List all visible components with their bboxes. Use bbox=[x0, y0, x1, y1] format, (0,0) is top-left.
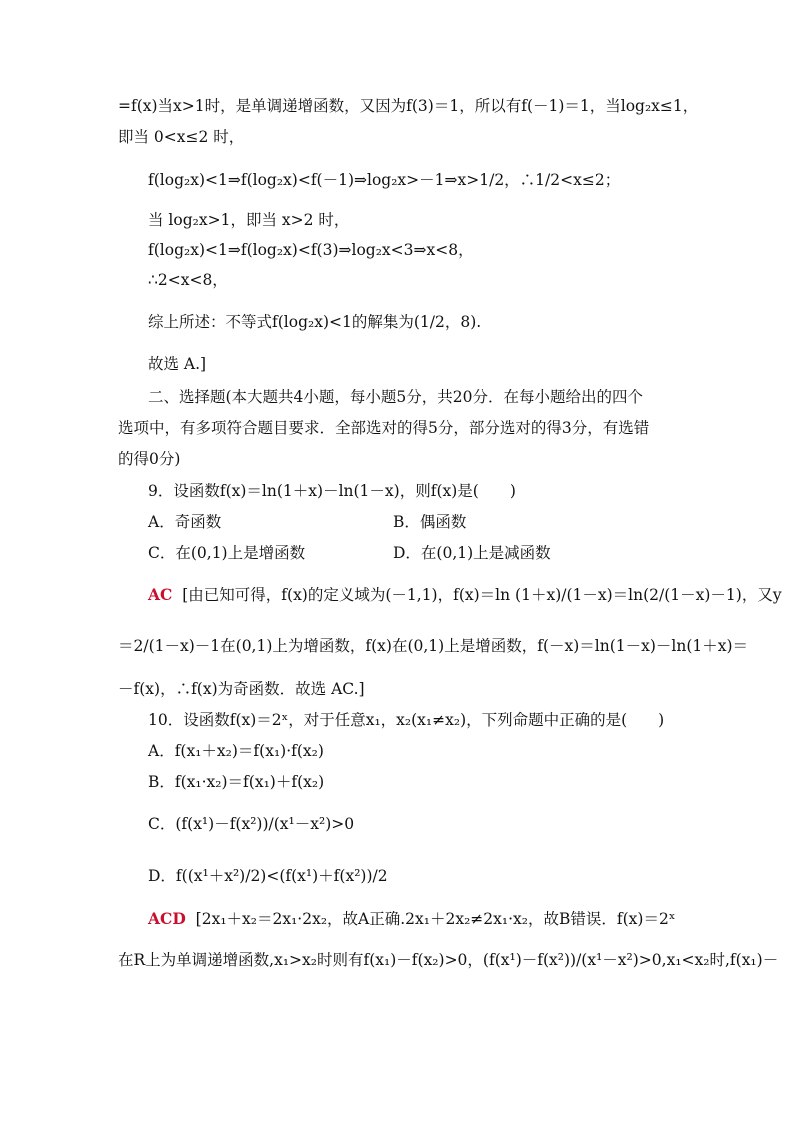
q9-answer: AC bbox=[148, 585, 173, 604]
section-text-3: 的得0分) bbox=[118, 450, 181, 468]
question-9: 9．设函数f(x)＝ln(1＋x)－ln(1－x)，则f(x)是( ) bbox=[148, 482, 516, 500]
q10-solution-line-2: 在R上为单调递增函数,x₁>x₂时则有f(x₁)－f(x₂)>0，(f(x¹)－f(x²))/(x¹－x²)>0,x₁<x₂时,f(x₁)－ bbox=[118, 951, 779, 969]
text-line-5: f(log₂x)<1⇒f(log₂x)<f(3)⇒log₂x<3⇒x<8， bbox=[148, 241, 474, 259]
q10-option-b: B．f(x₁·x₂)＝f(x₁)＋f(x₂) bbox=[148, 773, 325, 791]
q9-option-b: B．偶函数 bbox=[393, 513, 467, 531]
text-line-1: =f(x)当x>1时，是单调递增函数，又因为f(3)＝1，所以有f(－1)＝1，当log₂x≤1， bbox=[118, 97, 699, 115]
q10-solution-text: [2x₁＋x₂＝2x₁·2x₂，故A正确.2x₁＋2x₂≠2x₁·x₂，故B错误．f(x)＝2ˣ bbox=[195, 910, 676, 928]
text-line-3: f(log₂x)<1⇒f(log₂x)<f(－1)⇒log₂x>－1⇒x>1/2，∴1/2<x≤2； bbox=[148, 171, 621, 189]
text-line-4: 当 log₂x>1，即当 x>2 时， bbox=[148, 211, 350, 229]
section-heading: 二、选择题(本大题共4小题，每小题5分，共20分．在每小题给出的四个 bbox=[148, 388, 643, 406]
q9-solution-line-2: ＝2/(1－x)－1在(0,1)上为增函数，f(x)在(0,1)上是增函数，f(－x)＝ln(1－x)－ln(1＋x)＝ bbox=[118, 637, 749, 655]
q9-option-a: A．奇函数 bbox=[148, 513, 222, 531]
q9-option-c: C．在(0,1)上是增函数 bbox=[148, 544, 306, 562]
text-line-8: 故选 A.] bbox=[148, 355, 207, 373]
q10-option-c: C．(f(x¹)－f(x²))/(x¹－x²)>0 bbox=[148, 815, 355, 833]
section-text-2: 选项中，有多项符合题目要求．全部选对的得5分，部分选对的得3分，有选错 bbox=[118, 419, 650, 437]
q9-solution-line-3: －f(x)，∴f(x)为奇函数．故选 AC.] bbox=[118, 680, 365, 698]
q10-option-a: A．f(x₁＋x₂)＝f(x₁)·f(x₂) bbox=[148, 742, 324, 760]
text-line-7: 综上所述：不等式f(log₂x)<1的解集为(1/2，8). bbox=[148, 313, 482, 331]
text-line-2: 即当 0<x≤2 时， bbox=[118, 128, 245, 146]
question-10: 10．设函数f(x)＝2ˣ，对于任意x₁，x₂(x₁≠x₂)，下列命题中正确的是( ) bbox=[148, 711, 665, 729]
q10-option-d: D．f((x¹＋x²)/2)<(f(x¹)＋f(x²))/2 bbox=[148, 867, 388, 885]
q9-solution-line-1 bbox=[148, 585, 782, 605]
q9-solution-text: [由已知可得，f(x)的定义域为(－1,1)，f(x)＝ln (1＋x)/(1－x)＝ln(2/(1－x)－1)，又y bbox=[182, 586, 782, 604]
text-line-6: ∴2<x<8， bbox=[148, 271, 228, 289]
q9-option-d: D．在(0,1)上是减函数 bbox=[393, 544, 551, 562]
q10-answer: ACD bbox=[148, 909, 186, 928]
q10-solution-line-1 bbox=[148, 909, 675, 929]
